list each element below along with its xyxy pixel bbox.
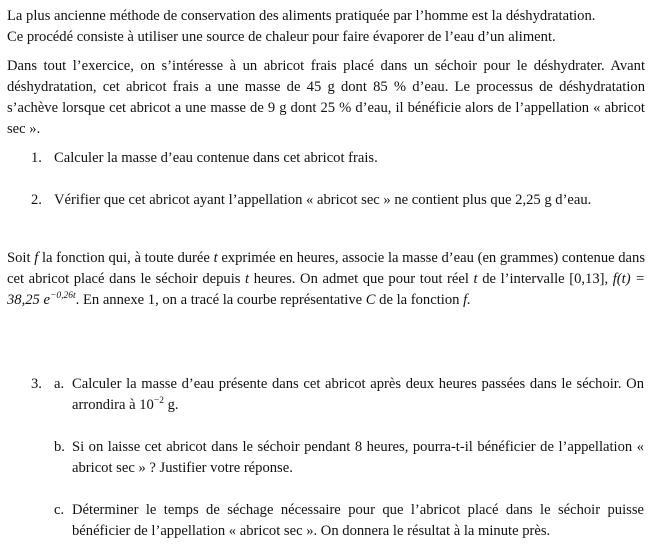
question-3-number: 3.	[31, 376, 42, 392]
function-definition-paragraph	[7, 248, 645, 311]
question-3a-end: g.	[167, 397, 179, 413]
question-3c-text: Déterminer le temps de séchage nécessaire pour que l’abricot placé dans le séchoir puisse bénéficier de l’appellation « abricot sec ». On donnera le résultat à la minute près.	[72, 502, 644, 539]
intro-line-2: Ce procédé consiste à utiliser une source de chaleur pour faire évaporer de l’eau d’un aliment.	[7, 29, 556, 45]
fdef-text-3: exprimée en heures, associe la masse d’eau (en grammes) contenue dans cet abricot placé dans le séchoir depuis	[7, 250, 646, 287]
fdef-text-1: Soit	[7, 250, 31, 266]
curve-symbol: C	[365, 292, 376, 308]
question-3a-text	[72, 374, 644, 416]
interval: [0,13],	[569, 271, 609, 287]
fdef-text-4: heures. On admet que pour tout réel	[253, 271, 469, 287]
function-symbol: f	[34, 250, 39, 266]
question-3a-body: Calculer la masse d’eau présente dans cet abricot après deux heures passées dans le séchoir. On arrondira à 10	[72, 376, 644, 413]
question-2-number: 2.	[31, 192, 42, 208]
intro-line-1: La plus ancienne méthode de conservation des aliments pratiquée par l’homme est la déshydratation.	[7, 8, 596, 24]
intro-paragraph	[7, 6, 645, 48]
variable-t-2: t	[245, 271, 250, 287]
fdef-text-7: de la fonction	[379, 292, 460, 308]
context-paragraph: Dans tout l’exercice, on s’intéresse à un abricot frais placé dans un séchoir pour le déshydrater. Avant déshydratation, cet abricot frais a une masse de 45 g dont 85 % d’eau. Le processus de déshydratation s’achève lorsque cet abricot a une masse de 9 g dont 25 % d’eau, il bénéficie alors de l’appellation « abricot sec ».	[7, 58, 645, 137]
question-1-number: 1.	[31, 150, 42, 166]
formula-exponent: −0,26t	[49, 291, 76, 301]
question-2-text: Vérifier que cet abricot ayant l’appellation « abricot sec » ne contient plus que 2,25 g d’eau.	[54, 192, 592, 208]
variable-t-3: t	[473, 271, 478, 287]
question-3a-label: a.	[54, 376, 65, 392]
formula: f(t) = 38,25 e	[7, 271, 646, 308]
fdef-text-6: . En annexe 1, on a tracé la courbe représentative	[75, 292, 363, 308]
function-symbol-end: f.	[463, 292, 471, 308]
question-3b-text: Si on laisse cet abricot dans le séchoir pendant 8 heures, pourra-t-il bénéficier de l’appellation « abricot sec » ? Justifier votre réponse.	[72, 439, 644, 476]
fdef-text-5: de l’intervalle	[482, 271, 565, 287]
question-1-text: Calculer la masse d’eau contenue dans cet abricot frais.	[54, 150, 378, 166]
question-3c-label: c.	[54, 502, 65, 518]
question-3a-exponent: −2	[153, 396, 164, 406]
variable-t-1: t	[213, 250, 218, 266]
fdef-text-2: la fonction qui, à toute durée	[41, 250, 210, 266]
question-3b-label: b.	[54, 439, 65, 455]
